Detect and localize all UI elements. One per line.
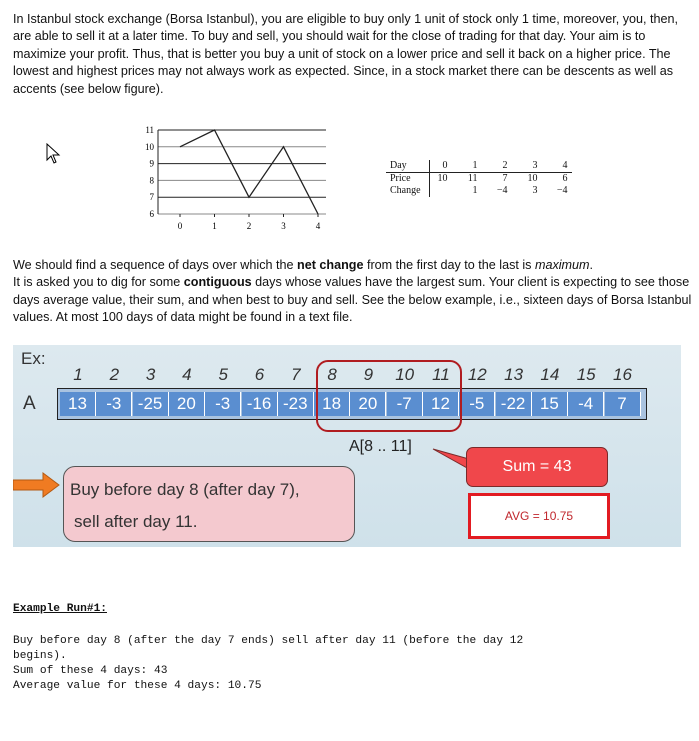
row-label: Change — [386, 185, 429, 197]
y-tick-label: 7 — [149, 192, 154, 203]
array-cell: 12 — [423, 392, 459, 416]
emph-contiguous: contiguous — [183, 275, 252, 290]
table-row — [386, 160, 572, 173]
text: . — [589, 258, 594, 272]
buy-line: Buy before day 8 (after day 7), — [70, 480, 300, 499]
row-label: Price — [386, 173, 429, 186]
day-index: 12 — [467, 365, 487, 384]
buy-sell-note — [63, 466, 355, 542]
y-tick-label: 8 — [149, 175, 154, 186]
table-cell: 4 — [542, 160, 572, 173]
array-cell: 20 — [350, 392, 386, 416]
x-tick-label: 4 — [315, 221, 321, 231]
arrow-right-icon — [13, 471, 61, 499]
mouse-cursor-icon — [46, 143, 62, 165]
selection-highlight — [316, 360, 462, 432]
table-cell — [429, 185, 452, 197]
y-tick-label: 11 — [145, 125, 154, 135]
day-index: 15 — [576, 365, 596, 384]
day-index: 8 — [327, 365, 337, 384]
run-line-3: Sum of these 4 days: 43 — [13, 665, 168, 677]
array-cell: -3 — [96, 392, 132, 416]
array-cell: -22 — [496, 392, 532, 416]
table-cell: 11 — [467, 173, 478, 184]
table-cell: 3 — [512, 160, 542, 173]
array-cell: 20 — [169, 392, 205, 416]
y-tick-label: 10 — [145, 141, 154, 152]
text: We should find a sequence of days over which the — [13, 258, 297, 272]
price-line — [180, 130, 318, 214]
array-cell: -7 — [387, 392, 423, 416]
array-cell: -4 — [568, 392, 604, 416]
sell-line: sell after day 11. — [74, 512, 198, 531]
day-index: 1 — [73, 365, 83, 384]
run-line-4: Average value for these 4 days: 10.75 — [13, 680, 262, 692]
day-index: 7 — [291, 365, 301, 384]
array-cell: -23 — [278, 392, 314, 416]
day-index: 4 — [182, 365, 192, 384]
array-cell: 15 — [532, 392, 568, 416]
table-cell: −4 — [496, 185, 508, 196]
day-index: 10 — [395, 365, 415, 384]
day-index: 6 — [254, 365, 265, 384]
ex-label: Ex: — [21, 349, 46, 368]
table-cell: 2 — [482, 160, 512, 173]
text: It is asked you to dig for some — [13, 275, 184, 290]
table-cell: 6 — [562, 173, 568, 184]
day-index: 13 — [504, 365, 524, 384]
emph-maximum: maximum — [534, 258, 590, 272]
array-cell: -25 — [133, 392, 169, 416]
table-cell: 1 — [472, 185, 478, 196]
day-index: 2 — [109, 365, 120, 384]
table-row — [386, 185, 572, 197]
callout-pointer — [431, 445, 471, 475]
task-paragraph — [13, 257, 693, 327]
x-tick-label: 3 — [281, 221, 286, 231]
y-tick-label: 6 — [149, 209, 154, 219]
array-cell: -16 — [242, 392, 278, 416]
day-index: 9 — [363, 365, 374, 384]
intro-paragraph: In Istanbul stock exchange (Borsa Istanbul), you are eligible to buy only 1 unit of stock only 1 time, moreover, you, then, are able to sell it at a later time. To buy and sell, you should wait for the close of trading for that day. Your aim is to maximize your profit. Thus, that is better you buy a unit of stock on a lower price and sell it back on a higher price. The lowest and highest prices may not always work as expected. Since, in a stock market there can be descents as well as accents (see below figure). — [13, 12, 679, 96]
run-line-2: begins). — [13, 650, 67, 662]
x-tick-label: 2 — [246, 221, 252, 231]
x-tick-label: 0 — [177, 221, 183, 231]
text: from the first day to the last is — [363, 258, 535, 272]
table-row — [386, 173, 572, 186]
example-panel — [13, 345, 681, 547]
sum-callout: Sum = 43 — [466, 447, 608, 487]
table-cell: 3 — [532, 185, 538, 196]
table-cell: 10 — [437, 173, 448, 184]
y-tick-label: 9 — [149, 158, 154, 169]
table-cell: 10 — [527, 173, 538, 184]
day-index: 16 — [613, 365, 632, 384]
table-cell: 0 — [429, 160, 452, 173]
example-run-title: Example Run#1: — [13, 603, 107, 615]
text: days whose values have the largest sum. Your client is expecting to see those days average value, their sum, and when best to buy and sell. See the below example, i.e., sixteen days of Borsa Istanbul values. At most 100 days of data might be found in a text file. — [13, 275, 692, 325]
day-index: 11 — [432, 365, 450, 384]
row-label: Day — [386, 160, 429, 173]
price-chart — [130, 120, 340, 235]
table-cell: −4 — [556, 185, 568, 196]
array-cell: 13 — [60, 392, 96, 416]
emph-net-change: net change — [297, 258, 364, 272]
table-cell: 1 — [452, 160, 482, 173]
price-table — [386, 160, 572, 197]
table-cell: 7 — [502, 173, 508, 184]
avg-box: AVG = 10.75 — [468, 493, 610, 539]
run-line-1: Buy before day 8 (after the day 7 ends) sell after day 11 (before the day 12 — [13, 635, 524, 647]
day-index: 3 — [145, 365, 156, 384]
day-index: 14 — [540, 365, 560, 384]
array-cell: -5 — [459, 392, 495, 416]
array-cell: -3 — [205, 392, 241, 416]
x-tick-label: 1 — [212, 221, 217, 231]
range-label: A[8 .. 11] — [349, 438, 412, 455]
array-label: A — [23, 393, 36, 414]
array-cell: 18 — [314, 392, 350, 416]
day-index: 5 — [218, 365, 228, 384]
array-cell: 7 — [605, 392, 641, 416]
